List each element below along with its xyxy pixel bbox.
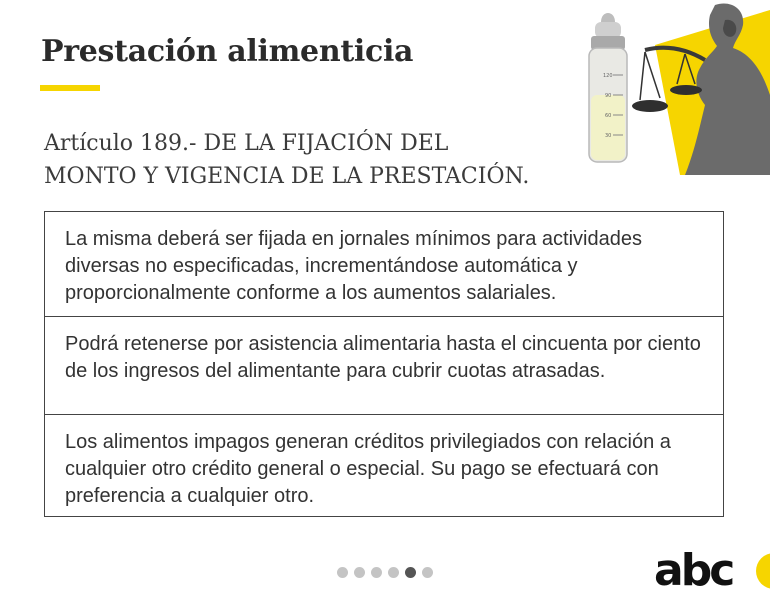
bottle-mark: 60 [605, 113, 612, 119]
article-card-text: La misma deberá ser fijada en jornales mínimos para actividades diversas no especificadas, incrementándose automática y proporcionalmente conforme a los aumentos salariales. [65, 228, 642, 304]
abc-logo: abc [654, 545, 733, 596]
article-card-text: Los alimentos impagos generan créditos privilegiados con relación a cualquier otro crédito general o especial. Su pago se efectuará con preferencia a cualquier otro. [65, 431, 671, 507]
justice-statue-baby-bottle-icon [585, 0, 770, 175]
article-heading-line-1: Artículo 189.- DE LA FIJACIÓN DEL [44, 131, 449, 156]
bottle-mark: 30 [605, 133, 612, 139]
brand-accent-circle [756, 553, 770, 589]
pagination-dot[interactable] [337, 567, 348, 578]
article-card [45, 317, 723, 415]
bottle-mark: 90 [605, 93, 612, 99]
article-card-text: Podrá retenerse por asistencia alimentaria hasta el cincuenta por ciento de los ingresos del alimentante para cubrir cuotas atrasadas. [65, 333, 701, 382]
bottle-mark: 120 [603, 73, 613, 79]
article-card [45, 415, 723, 516]
pagination-dot[interactable] [354, 567, 365, 578]
carousel-pagination [337, 567, 433, 578]
title-underline [40, 85, 100, 91]
page-title: Prestación alimenticia [41, 34, 414, 69]
article-cards [44, 211, 724, 517]
pagination-dot-active[interactable] [405, 567, 416, 578]
article-heading [44, 127, 529, 193]
pagination-dot[interactable] [371, 567, 382, 578]
article-heading-line-2: MONTO Y VIGENCIA DE LA PRESTACIÓN. [44, 164, 530, 189]
article-card [45, 212, 723, 317]
pagination-dot[interactable] [422, 567, 433, 578]
pagination-dot[interactable] [388, 567, 399, 578]
